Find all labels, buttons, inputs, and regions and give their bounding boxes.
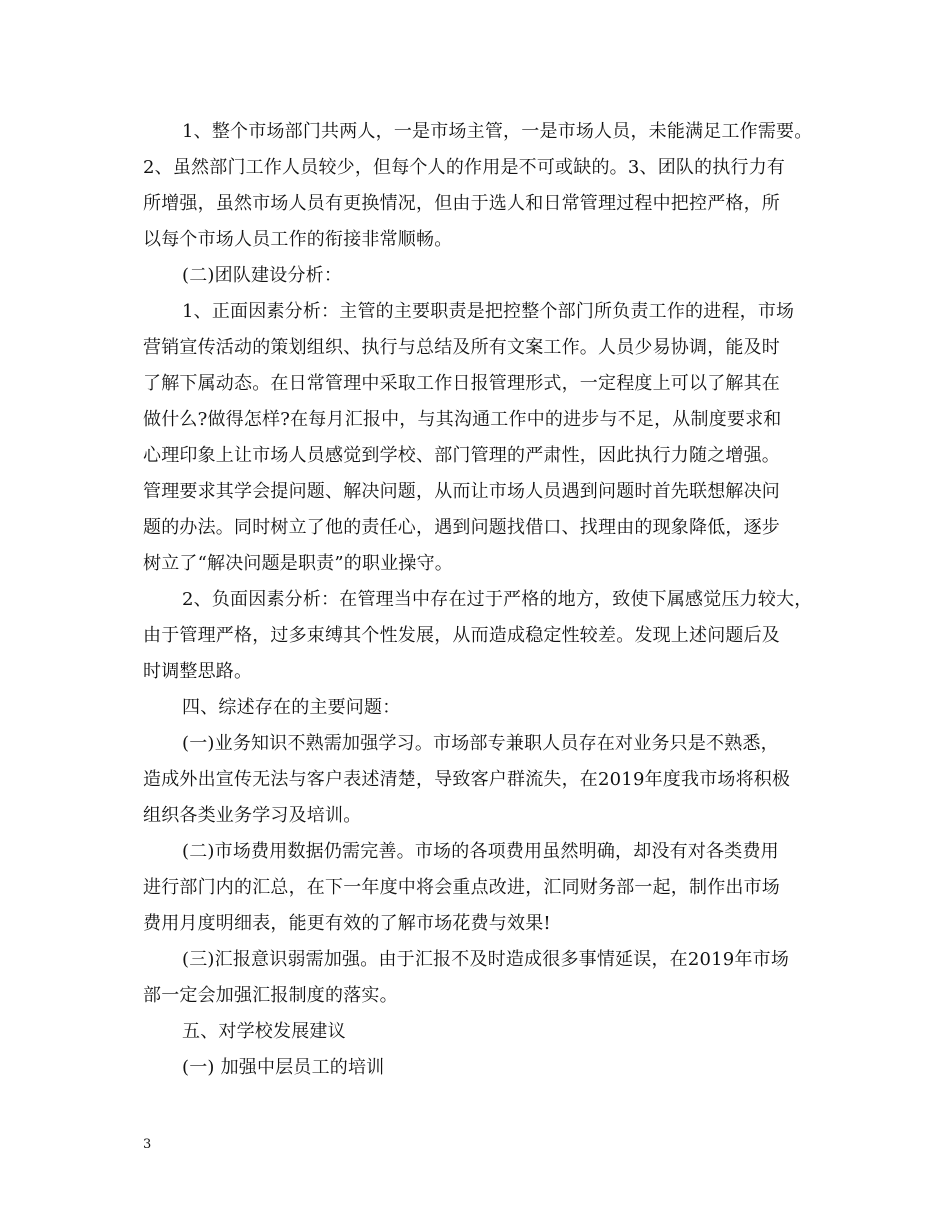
section-heading: 五、对学校发展建议 [182, 1021, 346, 1042]
section-heading: (二)团队建设分析： [182, 265, 343, 286]
paragraph-line: 1、整个市场部门共两人，一是市场主管，一是市场人员，未能满足工作需要。 [182, 121, 813, 142]
paragraph-line: 树立了“解决问题是职责”的职业操守。 [143, 553, 454, 574]
paragraph-line: 以每个市场人员工作的衔接非常顺畅。 [143, 229, 453, 250]
paragraph-line: 部一定会加强汇报制度的落实。 [143, 985, 398, 1006]
paragraph-line: 1、正面因素分析：主管的主要职责是把控整个部门所负责工作的进程，市场 [182, 301, 795, 322]
paragraph-line: 心理印象上让市场人员感觉到学校、部门管理的严肃性，因此执行力随之增强。 [143, 445, 780, 466]
paragraph-line: (三)汇报意识弱需加强。由于汇报不及时造成很多事情延误，在2019年市场 [182, 949, 790, 970]
paragraph-line: 费用月度明细表，能更有效的了解市场花费与效果! [143, 913, 551, 934]
paragraph-line: (二)市场费用数据仍需完善。市场的各项费用虽然明确，却没有对各类费用 [182, 841, 779, 862]
paragraph-line: 2、负面因素分析：在管理当中存在过于严格的地方，致使下属感觉压力较大， [182, 589, 813, 610]
paragraph-line: 了解下属动态。在日常管理中采取工作日报管理形式，一定程度上可以了解其在 [143, 373, 780, 394]
paragraph-line: 营销宣传活动的策划组织、执行与总结及所有文案工作。人员少易协调，能及时 [143, 337, 780, 358]
paragraph-line: 时调整思路。 [143, 661, 253, 682]
section-heading: 四、综述存在的主要问题： [182, 697, 401, 718]
paragraph-line: 造成外出宣传无法与客户表述清楚，导致客户群流失，在2019年度我市场将积极 [143, 769, 791, 790]
paragraph-line: 所增强，虽然市场人员有更换情况，但由于选人和日常管理过程中把控严格，所 [143, 193, 780, 214]
paragraph-line: 做什么?做得怎样?在每月汇报中，与其沟通工作中的进步与不足，从制度要求和 [143, 409, 782, 430]
subsection-heading: (一) 加强中层员工的培训 [182, 1057, 385, 1078]
paragraph-line: (一)业务知识不熟需加强学习。市场部专兼职人员存在对业务只是不熟悉， [182, 733, 779, 754]
paragraph-line: 进行部门内的汇总，在下一年度中将会重点改进，汇同财务部一起，制作出市场 [143, 877, 780, 898]
paragraph-line: 2、虽然部门工作人员较少，但每个人的作用是不可或缺的。3、团队的执行力有 [143, 157, 786, 178]
paragraph-line: 题的办法。同时树立了他的责任心，遇到问题找借口、找理由的现象降低，逐步 [143, 517, 780, 538]
paragraph-line: 由于管理严格，过多束缚其个性发展，从而造成稳定性较差。发现上述问题后及 [143, 625, 780, 646]
page-number: 3 [143, 1137, 152, 1152]
paragraph-line: 组织各类业务学习及培训。 [143, 805, 362, 826]
paragraph-line: 管理要求其学会提问题、解决问题，从而让市场人员遇到问题时首先联想解决问 [143, 481, 780, 502]
